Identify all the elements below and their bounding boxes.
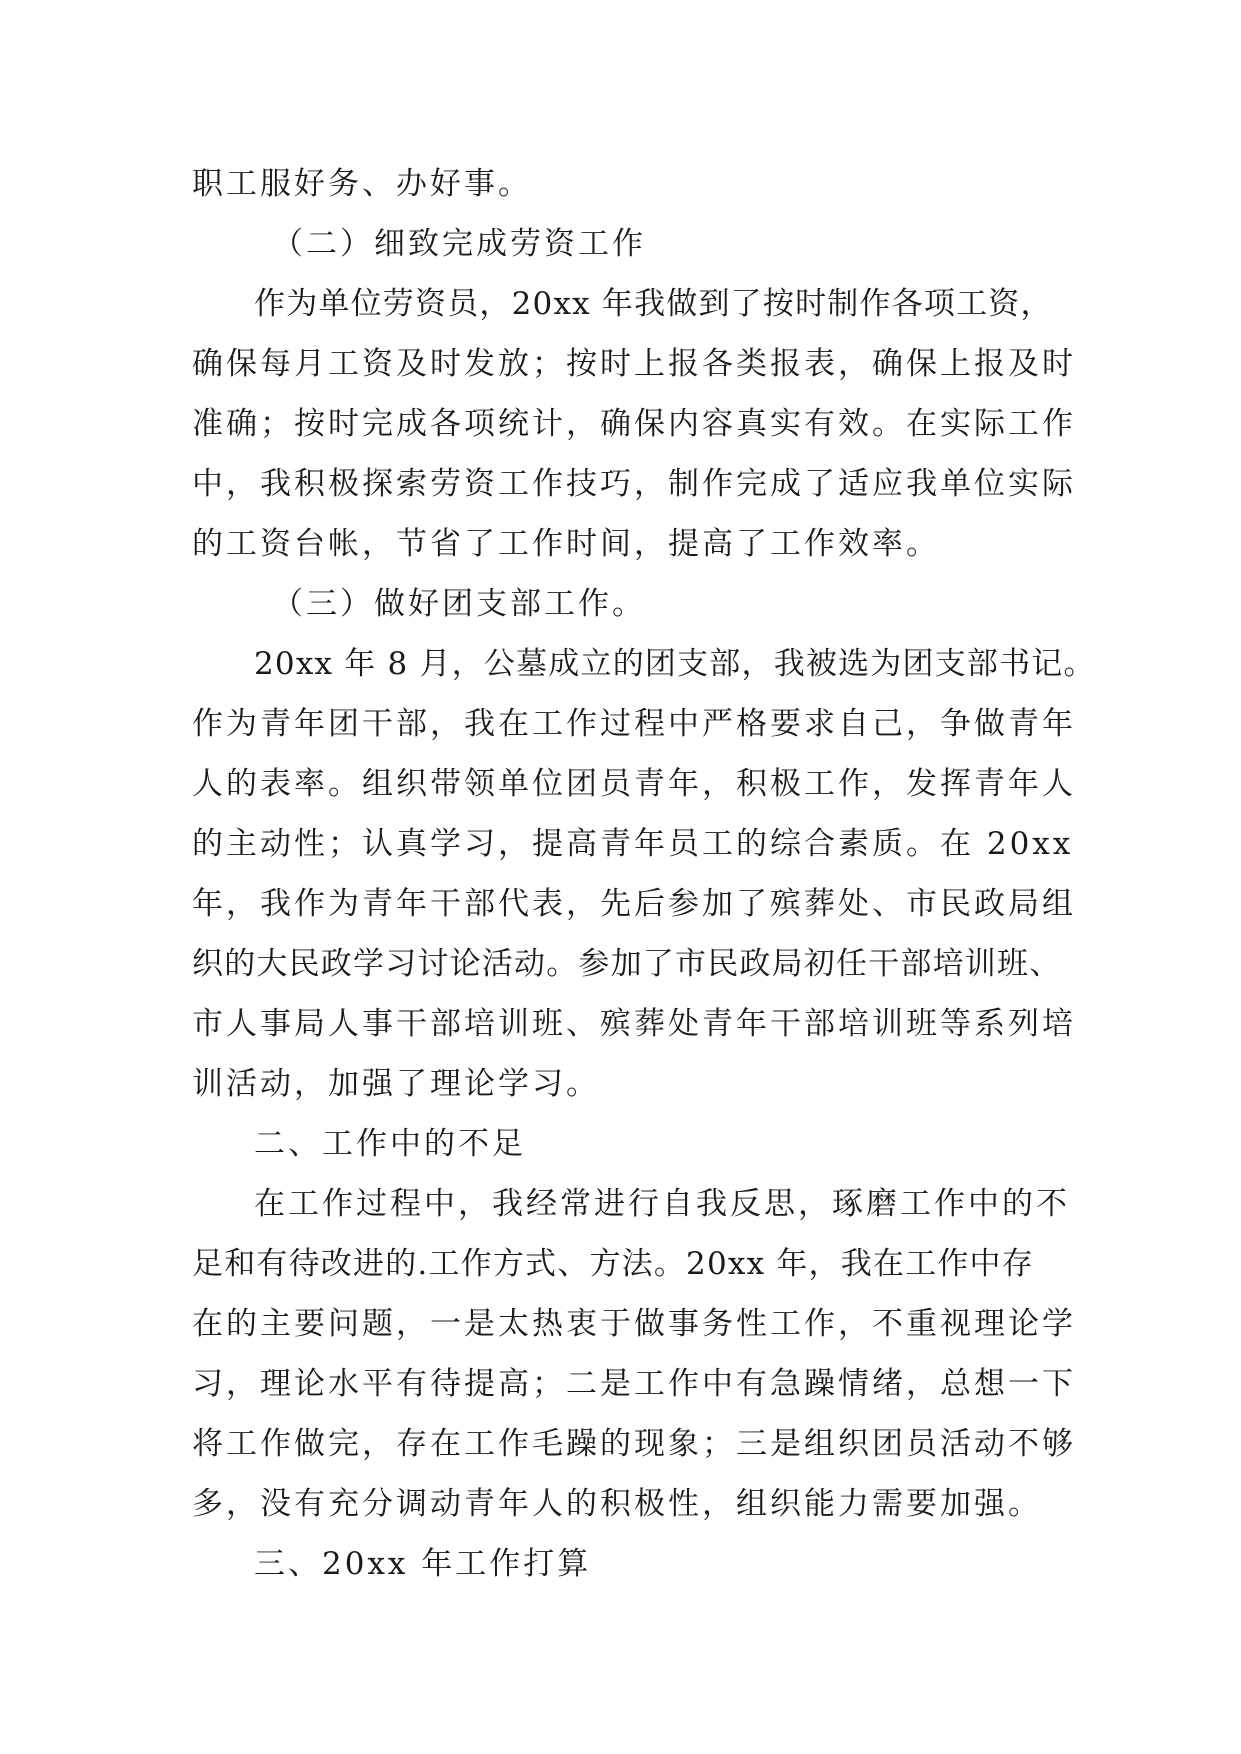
paragraph-line: 多，没有充分调动青年人的积极性，组织能力需要加强。 <box>192 1486 1042 1522</box>
paragraph-line: 中，我积极探索劳资工作技巧，制作完成了适应我单位实际 <box>192 466 1076 502</box>
section-heading-2: （二）细致完成劳资工作 <box>272 226 646 262</box>
paragraph-line: 年，我作为青年干部代表，先后参加了殡葬处、市民政局组 <box>192 886 1076 922</box>
paragraph-line: 20xx 年 8 月，公墓成立的团支部，我被选为团支部书记。 <box>254 646 1096 682</box>
paragraph-line: 习，理论水平有待提高；二是工作中有急躁情绪，总想一下 <box>192 1366 1076 1402</box>
paragraph-line: 足和有待改进的.工作方式、方法。20xx 年，我在工作中存 <box>192 1246 1034 1282</box>
paragraph-line: 在工作过程中，我经常进行自我反思，琢磨工作中的不 <box>254 1186 1070 1222</box>
paragraph-line: 人的表率。组织带领单位团员青年，积极工作，发挥青年人 <box>192 766 1076 802</box>
paragraph-line: 职工服好务、办好事。 <box>192 166 532 202</box>
paragraph-line: 作为单位劳资员，20xx 年我做到了按时制作各项工资， <box>254 286 1053 322</box>
paragraph-line: 织的大民政学习讨论活动。参加了市民政局初任干部培训班、 <box>192 946 1062 982</box>
paragraph-line: 的工资台帐，节省了工作时间，提高了工作效率。 <box>192 526 940 562</box>
paragraph-line: 准确；按时完成各项统计，确保内容真实有效。在实际工作 <box>192 406 1076 442</box>
paragraph-line: 确保每月工资及时发放；按时上报各类报表，确保上报及时 <box>192 346 1076 382</box>
section-heading-3: （三）做好团支部工作。 <box>272 586 646 622</box>
paragraph-line: 将工作做完，存在工作毛躁的现象；三是组织团员活动不够 <box>192 1426 1076 1462</box>
paragraph-line: 训活动，加强了理论学习。 <box>192 1066 600 1102</box>
paragraph-line: 的主动性；认真学习，提高青年员工的综合素质。在 20xx <box>192 826 1074 862</box>
section-heading-plan: 三、20xx 年工作打算 <box>254 1546 592 1582</box>
paragraph-line: 在的主要问题，一是太热衷于做事务性工作，不重视理论学 <box>192 1306 1076 1342</box>
paragraph-line: 市人事局人事干部培训班、殡葬处青年干部培训班等系列培 <box>192 1006 1076 1042</box>
section-heading-shortcomings: 二、工作中的不足 <box>254 1126 526 1162</box>
paragraph-line: 作为青年团干部，我在工作过程中严格要求自己，争做青年 <box>192 706 1076 742</box>
